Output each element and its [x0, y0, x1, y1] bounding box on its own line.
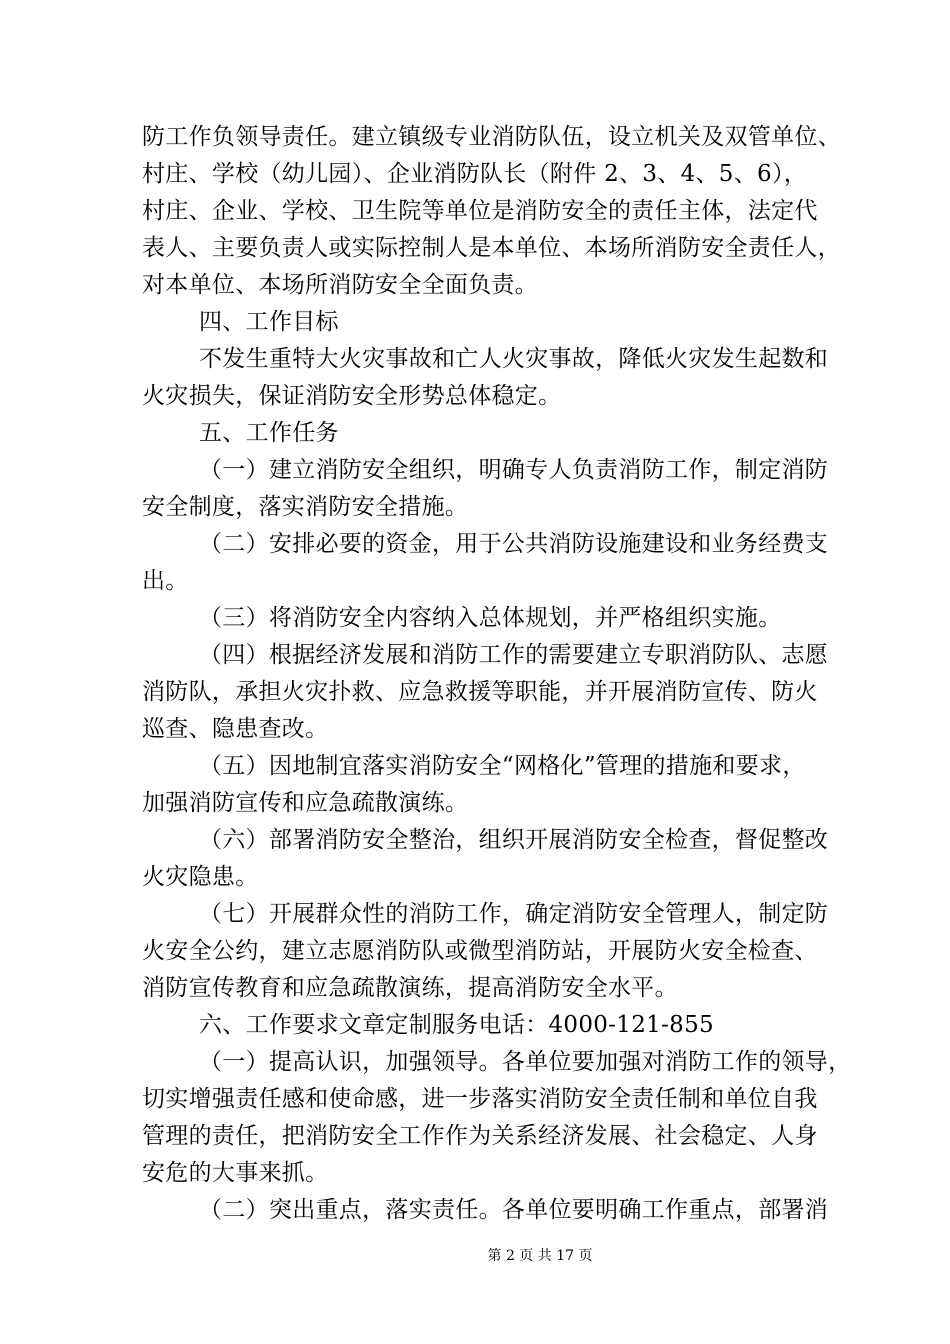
text-line: （二）突出重点，落实责任。各单位要明确工作重点，部署消 — [199, 1197, 829, 1223]
text-line: 巡查、隐患查改。 — [142, 716, 329, 742]
text-line: 消防队，承担火灾扑救、应急救援等职能，并开展消防宣传、防火 — [142, 679, 818, 705]
text-line: 切实增强责任感和使命感，进一步落实消防安全责任制和单位自我 — [142, 1086, 818, 1112]
text-line: 火灾隐患。 — [142, 864, 259, 890]
section-heading: 五、工作任务 — [199, 420, 339, 446]
section-heading: 六、工作要求文章定制服务电话：4000-121-855 — [199, 1012, 714, 1038]
text-line: 安全制度，落实消防安全措施。 — [142, 494, 469, 520]
text-line: （一）建立消防安全组织，明确专人负责消防工作，制定消防 — [199, 457, 829, 483]
text-line: 村庄、企业、学校、卫生院等单位是消防安全的责任主体，法定代 — [142, 198, 818, 224]
text-line: （二）安排必要的资金，用于公共消防设施建设和业务经费支 — [199, 531, 829, 557]
text-line: 防工作负领导责任。建立镇级专业消防队伍，设立机关及双管单位、 — [142, 124, 841, 150]
text-line: 对本单位、本场所消防安全全面负责。 — [142, 272, 539, 298]
text-line: 安危的大事来抓。 — [142, 1160, 329, 1186]
text-line: （七）开展群众性的消防工作，确定消防安全管理人，制定防 — [199, 901, 829, 927]
text-line: （四）根据经济发展和消防工作的需要建立专职消防队、志愿 — [199, 642, 829, 668]
text-line: 火安全公约，建立志愿消防队或微型消防站，开展防火安全检查、 — [142, 938, 818, 964]
text-line: （三）将消防安全内容纳入总体规划，并严格组织实施。 — [199, 605, 782, 631]
text-line: （一）提高认识，加强领导。各单位要加强对消防工作的领导， — [199, 1049, 852, 1075]
text-line: 出。 — [142, 568, 189, 594]
text-line: 管理的责任，把消防安全工作作为关系经济发展、社会稳定、人身 — [142, 1123, 818, 1149]
text-line: （六）部署消防安全整治，组织开展消防安全检查，督促整改 — [199, 827, 829, 853]
text-line: 村庄、学校（幼儿园）、企业消防队长（附件 2、3、4、5、6）， — [142, 161, 808, 187]
page-number-footer: 第 2 页 共 17 页 — [487, 1248, 593, 1264]
text-line: 不发生重特大火灾事故和亡人火灾事故，降低火灾发生起数和 — [199, 346, 829, 372]
text-line: 火灾损失，保证消防安全形势总体稳定。 — [142, 383, 562, 409]
text-line: （五）因地制宜落实消防安全“网格化”管理的措施和要求， — [199, 753, 806, 779]
section-heading: 四、工作目标 — [199, 309, 339, 335]
text-line: 表人、主要负责人或实际控制人是本单位、本场所消防安全责任人， — [142, 235, 841, 261]
text-line: 加强消防宣传和应急疏散演练。 — [142, 790, 469, 816]
text-line: 消防宣传教育和应急疏散演练，提高消防安全水平。 — [142, 975, 678, 1001]
